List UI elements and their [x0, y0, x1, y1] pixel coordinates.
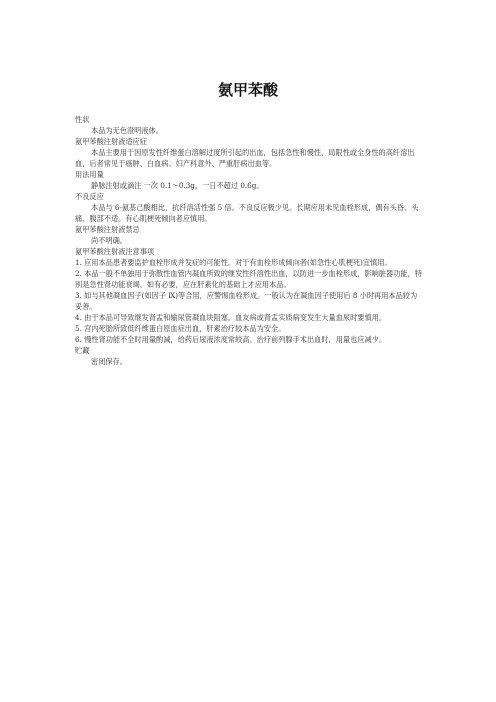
section-heading-dosage: 用法用量 [75, 170, 104, 179]
section-heading-indications: 氨甲苯酸注射液适应症 [75, 137, 147, 146]
section-text-properties: 本品为无色澄明液体。 [91, 126, 163, 135]
section-text-indications: 本品主要用于因原发性纤维蛋白溶解过度所引起的出血，包括急性和慢性、局限性或全身性的高纤溶出血，后者常见于癌肿、白血病、妇产科意外、严重肝病出血等。 [75, 148, 415, 168]
precaution-item-6: 6. 慢性肾功能不全时用量酌减，给药后尿液浓度常较高。治疗前列腺手术出血时，用量也应减少。 [75, 335, 387, 344]
section-heading-contraindications: 氨甲苯酸注射液禁忌 [75, 225, 140, 234]
section-text-storage: 密闭保存。 [91, 357, 127, 366]
section-text-dosage: 静脉注射或滴注 一次 0.1～0.3g，一日不超过 0.6g。 [91, 181, 264, 190]
section-heading-precautions: 氨甲苯酸注射液注意事项 [75, 247, 155, 256]
precaution-item-3: 3. 如与其他凝血因子(如因子 Ⅸ)等合用，应警惕血栓形成。一般认为在凝血因子使用后 8 小时再用本品较为妥善。 [75, 291, 418, 311]
precaution-item-1: 1. 应用本品患者要监护血栓形成并发症的可能性。对于有血栓形成倾向者(如急性心肌梗死)宜慎用。 [75, 258, 392, 267]
section-heading-storage: 贮藏 [75, 346, 90, 355]
section-text-adverse-reactions: 本品与 6-氨基己酸相比，抗纤溶活性强 5 倍。不良反应极少见。长期应用未见血栓形成，偶有头昏、头痛、腹部不适。有心肌梗死倾向者应慎用。 [75, 203, 419, 223]
document-body [75, 114, 423, 367]
precaution-item-4: 4. 由于本品可导致继发肾盂和输尿管凝血块阻塞，血友病或肾盂实质病变发生大量血尿时要慎用。 [75, 313, 387, 322]
precaution-item-5: 5. 宫内死胎所致低纤维蛋白原血症出血，肝素治疗较本品为安全。 [75, 324, 286, 333]
precaution-item-2: 2. 本品一般不单独用于弥散性血管内凝血所致的继发性纤溶性出血，以防进一步血栓形成，影响脏器功能，特别是急性肾功能衰竭。如有必要，应在肝素化的基础上才应用本品。 [75, 269, 422, 289]
section-heading-adverse-reactions: 不良反应 [75, 192, 104, 201]
page-title: 氨甲苯酸 [217, 81, 278, 99]
section-heading-properties: 性状 [75, 115, 90, 124]
section-text-contraindications: 尚不明确。 [91, 236, 127, 245]
